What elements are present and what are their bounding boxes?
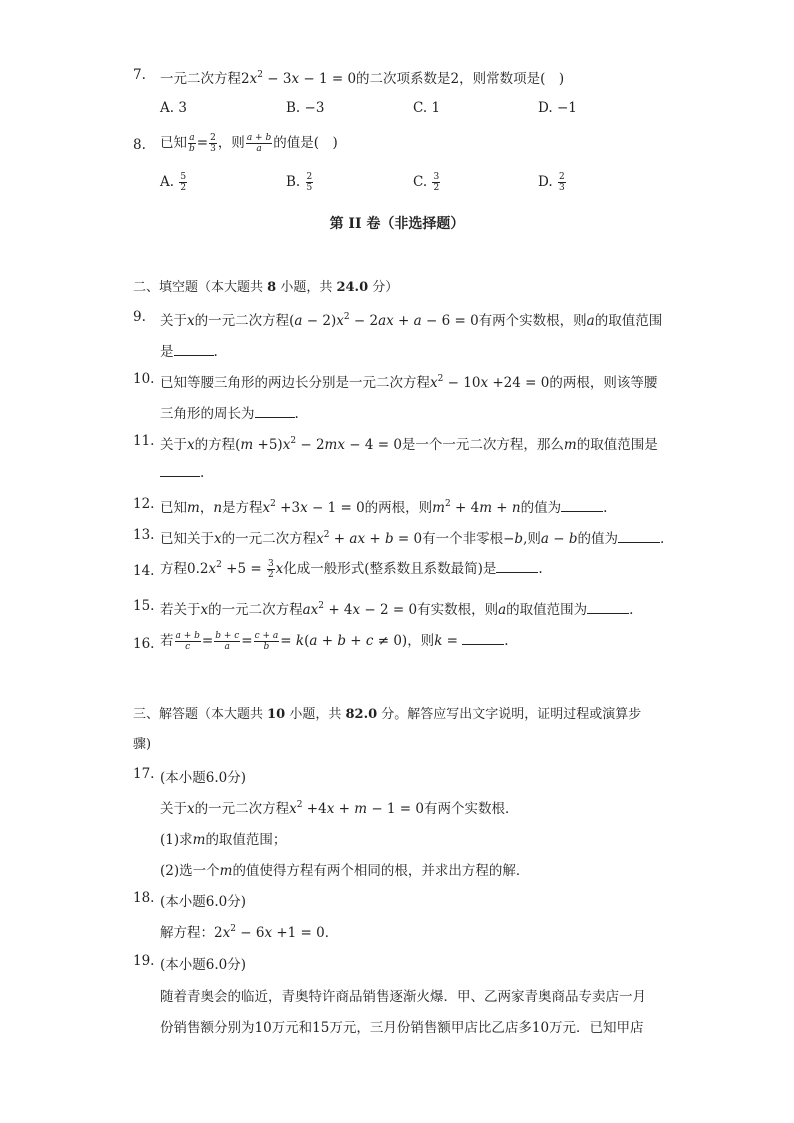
answer-blank[interactable] [174, 343, 214, 356]
question-12-stem: 已知m，n是方程$x^2 +3x - 1 = 0$的两根，则$m^2 + 4m + n$的值为 . [160, 499, 608, 516]
question-8-stem: 已知 $\frac{a}{b}$ = $\frac{2}{3}$ ，则 $\frac{a + b}{a}$ 的值是( ) [160, 133, 338, 154]
question-16-stem: 若 $\frac{a + b}{c}$ = $\frac{b + c}{a}$ = $\frac{c + a}{b}$ = k(a + b + c ≠ 0)，则k = . [160, 631, 509, 652]
option-a: A. 3 [160, 100, 187, 116]
option-b: B. −3 [286, 100, 325, 116]
answer-blank[interactable] [618, 530, 660, 543]
question-9-line2: 是 . [160, 344, 218, 360]
answer-blank[interactable] [496, 560, 538, 573]
section-3-header-line2: 骤) [133, 737, 152, 752]
question-12: 12. [133, 496, 155, 512]
question-10-stem: 已知等腰三角形的两边长分别是一元二次方程$x^2 - 10x +24 = 0$的两根，则该等腰 [160, 374, 658, 391]
question-17: 17. [133, 766, 155, 782]
question-text: 一元二次方程 [160, 71, 241, 87]
option-a: A. $\frac{5}{2}$ [160, 172, 187, 193]
option-b: B. $\frac{2}{5}$ [286, 172, 313, 193]
question-15: 15. [133, 598, 155, 614]
question-9: 9. [133, 309, 146, 325]
question-15-stem: 若关于x的一元二次方程$ax^2 + 4x - 2 = 0$有实数根，则a的取值范围为 . [160, 601, 634, 618]
part-2-title: 第 II 卷（非选择题） [329, 216, 465, 232]
question-17-part2: (2)选一个m的值使得方程有两个相同的根，并求出方程的解． [160, 863, 530, 879]
question-18: 18. [133, 890, 155, 906]
option-c: C. $\frac{3}{2}$ [413, 172, 440, 193]
option-c: C. 1 [413, 100, 441, 116]
question-number: 7. [133, 67, 146, 83]
option-d: D. $\frac{2}{3}$ [538, 172, 565, 193]
question-10: 10. [133, 371, 155, 387]
question-10-line2: 三角形的周长为 . [160, 406, 299, 422]
answer-blank[interactable] [160, 464, 200, 477]
question-9-stem: 关于x的一元二次方程$(a - 2)x^2 - 2ax + a - 6 = 0$有两个实数根，则a的取值范围 [160, 312, 663, 329]
question-19-line1: 随着青奥会的临近，青奥特许商品销售逐渐火爆．甲、乙两家青奥商品专卖店一月 [160, 989, 646, 1005]
question-score: (本小题6.0分) [160, 770, 247, 786]
question-number: 8. [133, 137, 146, 153]
question-19: 19. [133, 953, 155, 969]
answer-blank[interactable] [255, 405, 295, 418]
option-d: D. −1 [538, 100, 577, 116]
question-11-line2: . [160, 464, 204, 481]
question-19-line2: 份销售额分别为10万元和15万元，三月份销售额甲店比乙店多10万元．已知甲店 [160, 1020, 644, 1036]
question-score: (本小题6.0分) [160, 894, 247, 910]
question-text: 的二次项系数是2，则常数项是( ) [356, 71, 565, 87]
answer-blank[interactable] [587, 601, 629, 614]
question-16: 16. [133, 636, 155, 652]
question-17-stem: 关于x的一元二次方程$x^2 +4x + m - 1 = 0$有两个实数根． [160, 800, 519, 817]
question-7 [133, 67, 146, 83]
section-3-header: 三、解答题（本大题共 10 小题，共 82.0 分。解答应写出文字说明，证明过程或演算步 [133, 707, 642, 722]
question-7-stem [160, 67, 564, 87]
answer-blank[interactable] [462, 632, 504, 645]
question-11: 11. [133, 433, 155, 449]
question-score: (本小题6.0分) [160, 957, 247, 973]
question-13: 13. [133, 527, 155, 543]
question-13-stem: 已知关于x的一元二次方程$x^2$ + ax + b = 0有一个非零根−b,则a − b的值为 . [160, 530, 665, 547]
section-2-header: 二、填空题（本大题共 8 小题，共 24.0 分） [133, 280, 399, 295]
answer-blank[interactable] [561, 499, 603, 512]
question-8 [133, 137, 146, 153]
question-14: 14. [133, 563, 155, 579]
question-14-stem: 方程$0.2x^2 +5$ = $\frac{3}{2}$ x化成一般形式(整系数且系数最简)是 . [160, 559, 543, 580]
question-11-stem: 关于x的方程$(m +5)x^2 - 2mx - 4 = 0$是一个一元二次方程，那么m的取值范围是 [160, 436, 658, 453]
question-17-part1: (1)求m的取值范围； [160, 832, 287, 848]
question-18-stem: 解方程：$2x^2 - 6x +1 = 0$． [160, 924, 339, 941]
equation: $2x^2 - 3x - 1 = 0$ [241, 70, 357, 87]
